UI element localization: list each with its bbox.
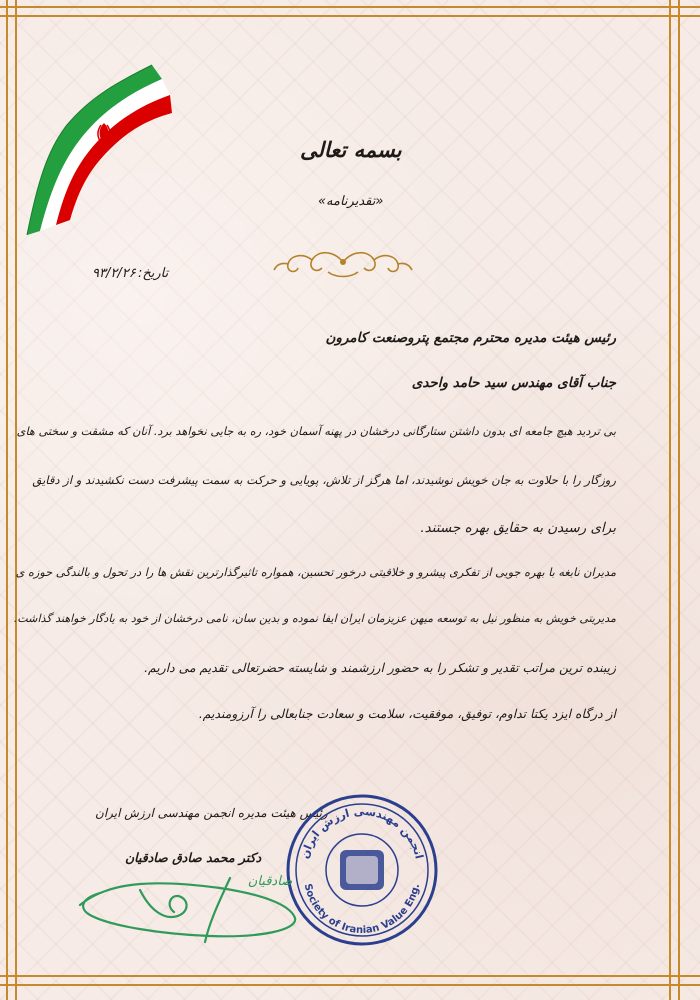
document-title: «تقدیرنامه» (318, 194, 384, 209)
invocation-heading: بسمه تعالی (300, 138, 402, 162)
seal-text-persian: انجمن مهندسی ارزش ایران (298, 804, 426, 861)
signature (70, 860, 300, 950)
ornament-icon (268, 242, 418, 282)
body-line: از درگاه ایزد یکتا تداوم، توفیق، موفقیت، سلامت و سعادت جنابعالی را آرزومندیم. (198, 706, 616, 721)
date-label: تاریخ: (138, 266, 169, 281)
border-top (0, 6, 700, 17)
signature-text: صادقیان (247, 874, 293, 889)
body-line: برای رسیدن به حقایق بهره جستند. (420, 520, 616, 536)
body-line: مدیران نابغه با بهره جویی از تفکری پیشرو و خلاقیتی درخور تحسین، همواره تاثیرگذارترین نقش ها را در تحول و بالندگی حوزه ی (15, 566, 616, 579)
signatory-name: دکتر محمد صادق صادقیان (125, 850, 262, 865)
body-line: بی تردید هیچ جامعه ای بدون داشتن ستارگانی درخشان در پهنه آسمان خود، ره به جایی نخواهد برد. آنان که مشقت و سختی های (16, 425, 616, 438)
body-line: مدیریتی خویش به منظور نیل به توسعه میهن عزیزمان ایران ایفا نموده و بدین سان، نامی درخشان از خود به یادگار خواهند گذاشت. (13, 612, 616, 625)
recipient-line-2: جناب آقای مهندس سید حامد واحدی (411, 375, 616, 391)
body-line: روزگار را با حلاوت به جان خویش نوشیدند، اما هرگز از تلاش، پویایی و حرکت به سمت پیشرفت دست نکشیدند و از دقایق (32, 473, 616, 487)
border-right (669, 0, 680, 1000)
seal-stamp-icon (282, 790, 442, 950)
date-value: ۹۳/۲/۲۶ (92, 266, 136, 281)
svg-text:Society of Iranian Value Eng. (302, 883, 422, 936)
iran-flag-icon (22, 55, 172, 245)
border-bottom (0, 975, 700, 986)
body-line: زیبنده ترین مراتب تقدیر و تشکر را به حضور ارزشمند و شایسته حضرتعالی تقدیم می داریم. (144, 660, 616, 675)
seal-text-english: Society of Iranian Value Eng. (301, 882, 423, 937)
recipient-line-1: رئیس هیئت مدیره محترم مجتمع پتروصنعت کامرون (325, 330, 616, 346)
signatory-position: رئیس هیئت مدیره انجمن مهندسی ارزش ایران (95, 806, 328, 820)
border-left (6, 0, 17, 1000)
